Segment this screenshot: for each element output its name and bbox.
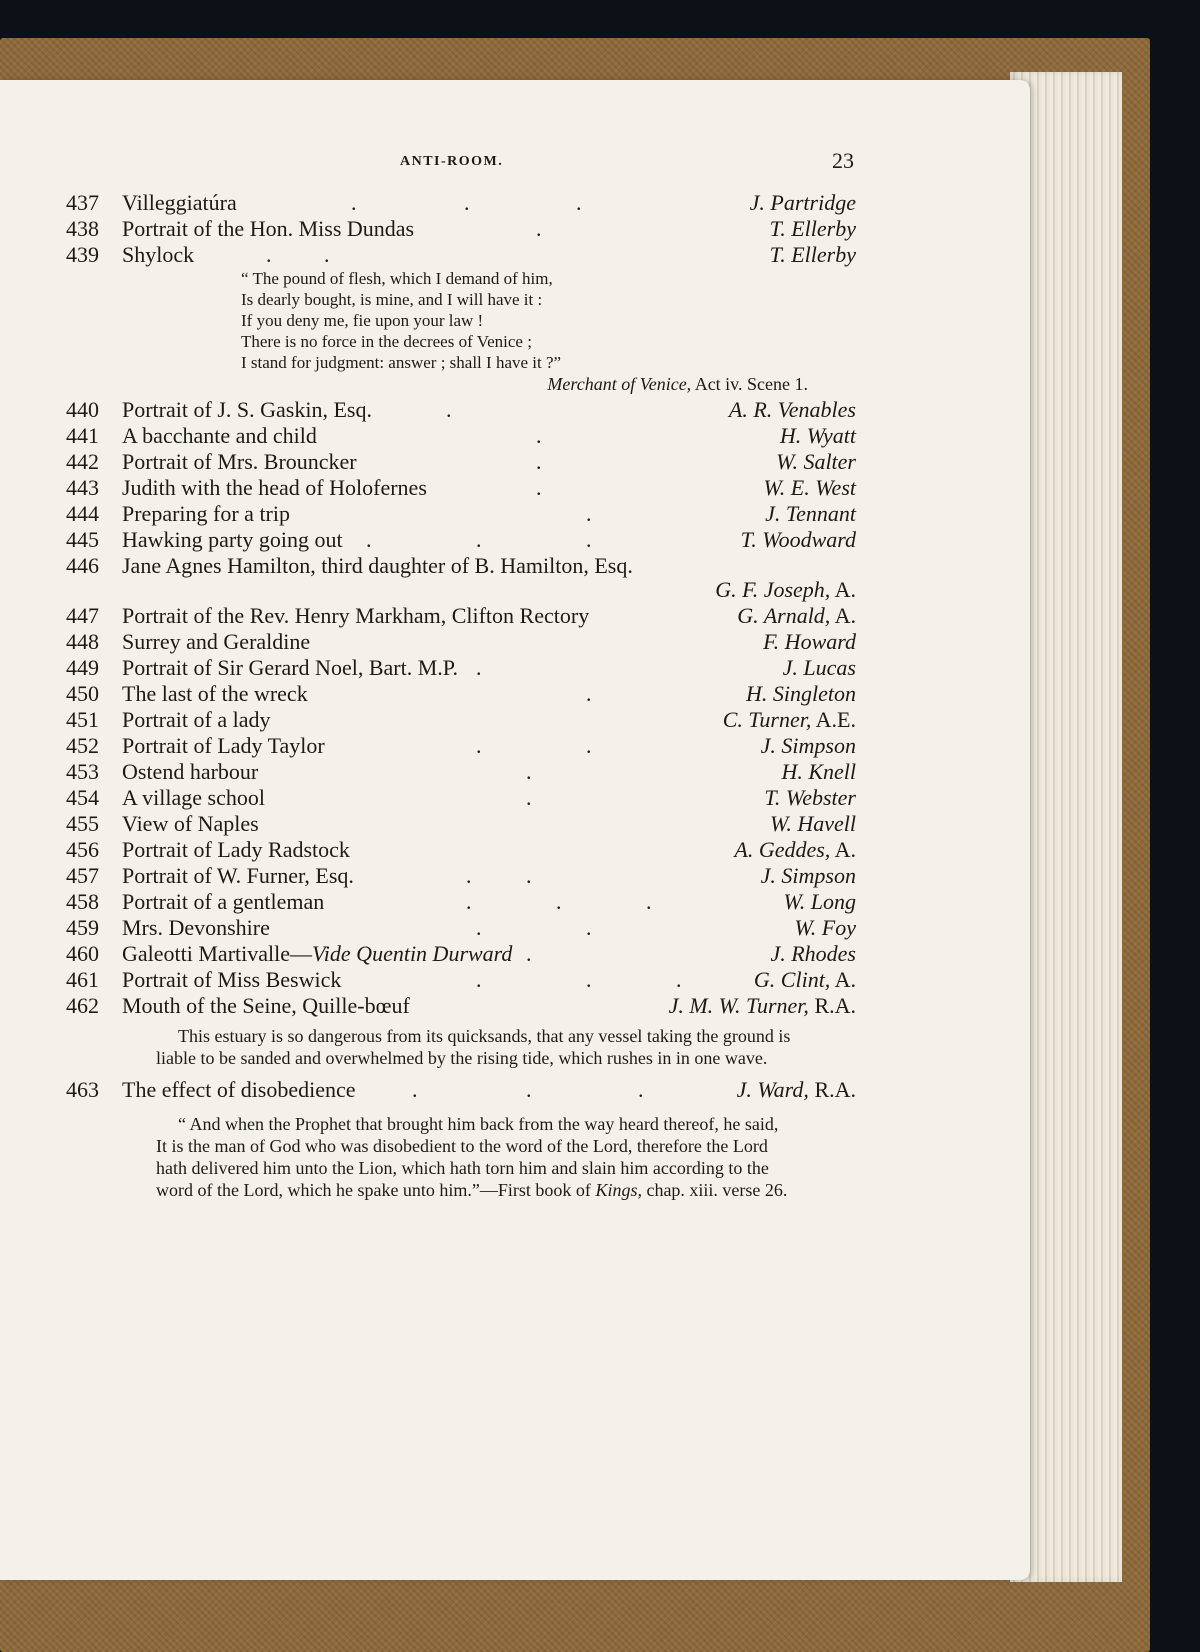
entry-artist xyxy=(764,785,856,811)
entry-number: 440 xyxy=(66,397,99,422)
kings-quote xyxy=(156,1113,792,1201)
catalogue-entry xyxy=(66,993,856,1019)
title-text: Jane Agnes Hamilton, third daughter of B. Hamilton, Esq. xyxy=(122,553,633,578)
catalogue-entry: 454 A village school . T. Webster xyxy=(66,785,856,810)
artist-name: C. Turner, xyxy=(722,707,812,732)
title-text: Mouth of the Seine, Quille-bœuf xyxy=(122,993,410,1018)
catalogue-entry: 453 Ostend harbour . H. Knell xyxy=(66,759,856,784)
entry-title xyxy=(122,785,265,811)
artist-name: J. M. W. Turner, xyxy=(668,993,809,1018)
title-text: Judith with the head of Holofernes xyxy=(122,475,427,500)
entry-number: 449 xyxy=(66,655,99,680)
entry-number: 447 xyxy=(66,603,99,628)
entry-artist xyxy=(737,1077,856,1103)
entry-number: 463 xyxy=(66,1077,99,1102)
title-text: Portrait of Mrs. Brouncker xyxy=(122,449,357,474)
title-text: A village school xyxy=(122,785,265,810)
entry-artist xyxy=(723,707,856,733)
entry-number: 451 xyxy=(66,707,99,732)
entry-artist xyxy=(764,475,857,501)
entry-number: 442 xyxy=(66,449,99,474)
catalogue-entry: 450 The last of the wreck . H. Singleton xyxy=(66,681,856,706)
artist-name: F. Howard xyxy=(763,629,856,654)
catalogue-entry: 452 Portrait of Lady Taylor . . J. Simpson xyxy=(66,733,856,758)
artist-name: J. Partridge xyxy=(749,190,856,215)
title-text: Portrait of Miss Beswick xyxy=(122,967,342,992)
entry-number: 437 xyxy=(66,190,99,215)
artist-suffix: R.A. xyxy=(808,1077,856,1102)
entry-number: 456 xyxy=(66,837,99,862)
entry-number: 443 xyxy=(66,475,99,500)
catalogue-entry: 438 Portrait of the Hon. Miss Dundas . T. Ellerby xyxy=(66,216,856,241)
artist-suffix: A. xyxy=(830,837,856,862)
title-text: Portrait of a gentleman xyxy=(122,889,325,914)
entry-artist xyxy=(754,967,856,993)
quote-line: Is dearly bought, is mine, and I will have it : xyxy=(241,290,543,309)
title-text: Preparing for a trip xyxy=(122,501,290,526)
quote-source xyxy=(66,374,856,395)
catalogue-entry: 461 Portrait of Miss Beswick . . . G. Clint, A. xyxy=(66,967,856,992)
title-text: Portrait of the Rev. Henry Markham, Clifton Rectory xyxy=(122,603,590,628)
entry-title xyxy=(122,242,194,268)
title-text: Portrait of Lady Taylor xyxy=(122,733,325,758)
catalogue-entry xyxy=(66,603,856,629)
artist-name: H. Wyatt xyxy=(779,423,856,448)
entry-title: The effect of disobedience xyxy=(122,1077,356,1102)
artist-suffix: A. xyxy=(830,967,856,992)
entry-title xyxy=(122,889,324,915)
running-head xyxy=(0,148,1030,178)
entry-number: 459 xyxy=(66,915,99,940)
kings-quote-text xyxy=(156,1113,792,1201)
entry-title xyxy=(122,423,317,449)
entry-title xyxy=(122,941,512,967)
artist-name: G. F. Joseph, xyxy=(715,577,831,602)
page-number: 23 xyxy=(832,148,854,173)
artist-name: J. Tennant xyxy=(765,501,856,526)
entry-number: 448 xyxy=(66,629,99,654)
entry-title xyxy=(122,837,350,863)
quote-line: If you deny me, fie upon your law ! xyxy=(241,311,484,330)
artist-name: A. Geddes, xyxy=(734,837,831,862)
artist-name: W. Salter xyxy=(776,449,856,474)
shylock-quote xyxy=(66,268,856,395)
artist-name: G. Arnald, xyxy=(737,603,831,628)
artist-suffix: R.A. xyxy=(808,993,856,1018)
quote-line: “ The pound of flesh, which I demand of him, xyxy=(241,269,553,288)
artist-name: T. Ellerby xyxy=(769,242,856,267)
entry-title xyxy=(122,759,258,785)
entry-artist xyxy=(734,837,856,863)
entry-artist xyxy=(715,577,856,603)
title-text: A bacchante and child xyxy=(122,423,317,448)
quote-source-ref: Act iv. Scene 1. xyxy=(691,374,808,394)
entry-title xyxy=(122,527,343,553)
artist-name: J. Ward, xyxy=(736,1077,809,1102)
entry-title xyxy=(122,629,310,655)
kings-quote-ref: chap. xiii. verse 26. xyxy=(641,1180,788,1200)
title-text: Hawking party going out xyxy=(122,527,343,552)
entry-number: 462 xyxy=(66,993,99,1018)
catalogue-entry xyxy=(66,707,856,733)
catalogue-entry: 460 Galeotti Martivalle—Vide Quentin Durward . J. Rhodes xyxy=(66,941,856,966)
artist-name: H. Singleton xyxy=(746,681,856,706)
catalogue-entry: 449 Portrait of Sir Gerard Noel, Bart. M.P. . J. Lucas xyxy=(66,655,856,680)
artist-suffix: A. xyxy=(830,577,856,602)
catalogue-entry xyxy=(66,553,856,603)
entry-number: 452 xyxy=(66,733,99,758)
entry-artist xyxy=(750,190,856,216)
entry-artist xyxy=(669,993,856,1019)
entry-title xyxy=(122,967,341,993)
entry-artist xyxy=(783,655,856,681)
entry-title xyxy=(122,216,414,242)
entry-artist xyxy=(770,242,856,268)
entry-title xyxy=(122,681,308,707)
entry-artist xyxy=(780,423,856,449)
title-text: Surrey and Geraldine xyxy=(122,629,311,654)
kings-quote-book: Kings, xyxy=(595,1180,642,1200)
artist-name: J. Lucas xyxy=(782,655,856,680)
entry-number: 458 xyxy=(66,889,99,914)
entry-artist xyxy=(763,629,856,655)
title-text: Portrait of the Hon. Miss Dundas xyxy=(122,216,415,241)
title-text: Mrs. Devonshire xyxy=(122,915,270,940)
catalogue-entry xyxy=(66,811,856,837)
artist-suffix: A. xyxy=(830,603,856,628)
entry-number: 439 xyxy=(66,242,99,267)
artist-name: W. Foy xyxy=(794,915,856,940)
catalogue-entry: 440 Portrait of J. S. Gaskin, Esq. . A. R. Venables xyxy=(66,397,856,422)
entry-group-b xyxy=(66,397,856,1019)
quote-line: I stand for judgment: answer ; shall I have it ?” xyxy=(241,353,562,372)
artist-name: T. Webster xyxy=(764,785,856,810)
catalogue-entry: 445 Hawking party going out . . . T. Woodward xyxy=(66,527,856,552)
entry-artist xyxy=(794,915,856,941)
entry-title xyxy=(122,190,237,216)
artist-name: W. Havell xyxy=(770,811,856,836)
note-text: This estuary is so dangerous from its quicksands, that any vessel taking the ground is liable to be sanded and overwhelmed by the rising tide, which rushes in in one wave. xyxy=(156,1026,791,1068)
entry-artist xyxy=(783,889,856,915)
artist-name: T. Ellerby xyxy=(769,216,856,241)
artist-name: J. Simpson xyxy=(760,863,856,888)
entry-title xyxy=(122,863,354,889)
catalogue-entry: 463 The effect of disobedience . . . J. Ward, R.A. xyxy=(66,1077,856,1102)
entry-artist xyxy=(770,216,856,242)
quote-source-work: Merchant of Venice, xyxy=(547,374,692,394)
title-text: Portrait of J. S. Gaskin, Esq. xyxy=(122,397,372,422)
catalogue-entry: 437 Villeggiatúra . . . J. Partridge xyxy=(66,190,856,215)
entry-title xyxy=(122,811,259,837)
title-text: Galeotti Martivalle— xyxy=(122,941,312,966)
entry-number: 455 xyxy=(66,811,99,836)
catalogue-entry: 459 Mrs. Devonshire . . W. Foy xyxy=(66,915,856,940)
entry-artist xyxy=(737,603,856,629)
artist-name: A. R. Venables xyxy=(728,397,856,422)
artist-name: H. Knell xyxy=(781,759,856,784)
entry-number: 446 xyxy=(66,553,99,578)
entry-title xyxy=(122,993,410,1019)
title-text: Portrait of W. Furner, Esq. xyxy=(122,863,354,888)
entry-number: 460 xyxy=(66,941,99,966)
entry-number: 438 xyxy=(66,216,99,241)
catalogue-entry xyxy=(66,629,856,655)
entry-number: 453 xyxy=(66,759,99,784)
title-text: View of Naples xyxy=(122,811,259,836)
entry-artist xyxy=(770,941,856,967)
catalogue-entry: 442 Portrait of Mrs. Brouncker . W. Salter xyxy=(66,449,856,474)
title-text: Portrait of Sir Gerard Noel, Bart. M.P. xyxy=(122,655,459,680)
artist-name: J. Simpson xyxy=(760,733,856,758)
entry-number: 450 xyxy=(66,681,99,706)
entry-artist xyxy=(761,733,856,759)
catalogue-entry: 457 Portrait of W. Furner, Esq. . . J. Simpson xyxy=(66,863,856,888)
entry-artist xyxy=(746,681,856,707)
artist-name: T. Woodward xyxy=(740,527,856,552)
catalogue-entry: 458 Portrait of a gentleman . . . W. Long xyxy=(66,889,856,914)
catalogue-entry: 439 Shylock . . T. Ellerby xyxy=(66,242,856,267)
entry-title xyxy=(122,655,458,681)
entry-title xyxy=(122,475,427,501)
catalogue-entries xyxy=(66,190,856,1201)
entry-number: 461 xyxy=(66,967,99,992)
title-text: Ostend harbour xyxy=(122,759,259,784)
catalogue-entry xyxy=(66,837,856,863)
title-italic: Vide Quentin Durward xyxy=(312,941,513,966)
entry-group-a xyxy=(66,190,856,268)
entry-title xyxy=(122,603,589,629)
title-text: The last of the wreck xyxy=(122,681,308,706)
entry-artist xyxy=(741,527,856,553)
artist-name: J. Rhodes xyxy=(770,941,856,966)
title-text: Villeggiatúra xyxy=(122,190,237,215)
entry-number: 441 xyxy=(66,423,99,448)
section-title: ANTI-ROOM. xyxy=(400,154,504,169)
artist-name: G. Clint, xyxy=(753,967,831,992)
entry-title xyxy=(122,733,325,759)
kings-quote-body: “ And when the Prophet that brought him back from the way heard thereof, he said, It is the man of God who was disobedient to the word of the Lord, therefore the Lord hath delivered him unto the Lion, which hath torn him and slain him according to the word of the Lord, which he spake unto him.”—First book of xyxy=(156,1114,779,1200)
entry-artist xyxy=(770,811,856,837)
entry-artist xyxy=(776,449,856,475)
title-text: Shylock xyxy=(122,242,195,267)
entry-title xyxy=(122,397,372,423)
seine-note xyxy=(156,1025,792,1069)
catalogue-entry: 441 A bacchante and child . H. Wyatt xyxy=(66,423,856,448)
entry-title xyxy=(122,449,357,475)
entry-number: 444 xyxy=(66,501,99,526)
catalogue-entry: 443 Judith with the head of Holofernes . W. E. West xyxy=(66,475,856,500)
entry-title xyxy=(122,553,633,579)
entry-number: 445 xyxy=(66,527,99,552)
title-text: Portrait of Lady Radstock xyxy=(122,837,350,862)
entry-artist xyxy=(761,863,856,889)
entry-title xyxy=(122,501,290,527)
artist-name: W. Long xyxy=(783,889,856,914)
entry-artist xyxy=(765,501,856,527)
catalogue-entry: 444 Preparing for a trip . J. Tennant xyxy=(66,501,856,526)
entry-artist xyxy=(729,397,856,423)
title-text: Portrait of a lady xyxy=(122,707,271,732)
quote-line: There is no force in the decrees of Venice ; xyxy=(241,332,532,351)
entry-number: 457 xyxy=(66,863,99,888)
artist-suffix: A.E. xyxy=(811,707,856,732)
entry-title xyxy=(122,915,270,941)
entry-number: 454 xyxy=(66,785,99,810)
artist-name: W. E. West xyxy=(763,475,856,500)
entry-title xyxy=(122,707,270,733)
entry-artist xyxy=(781,759,856,785)
